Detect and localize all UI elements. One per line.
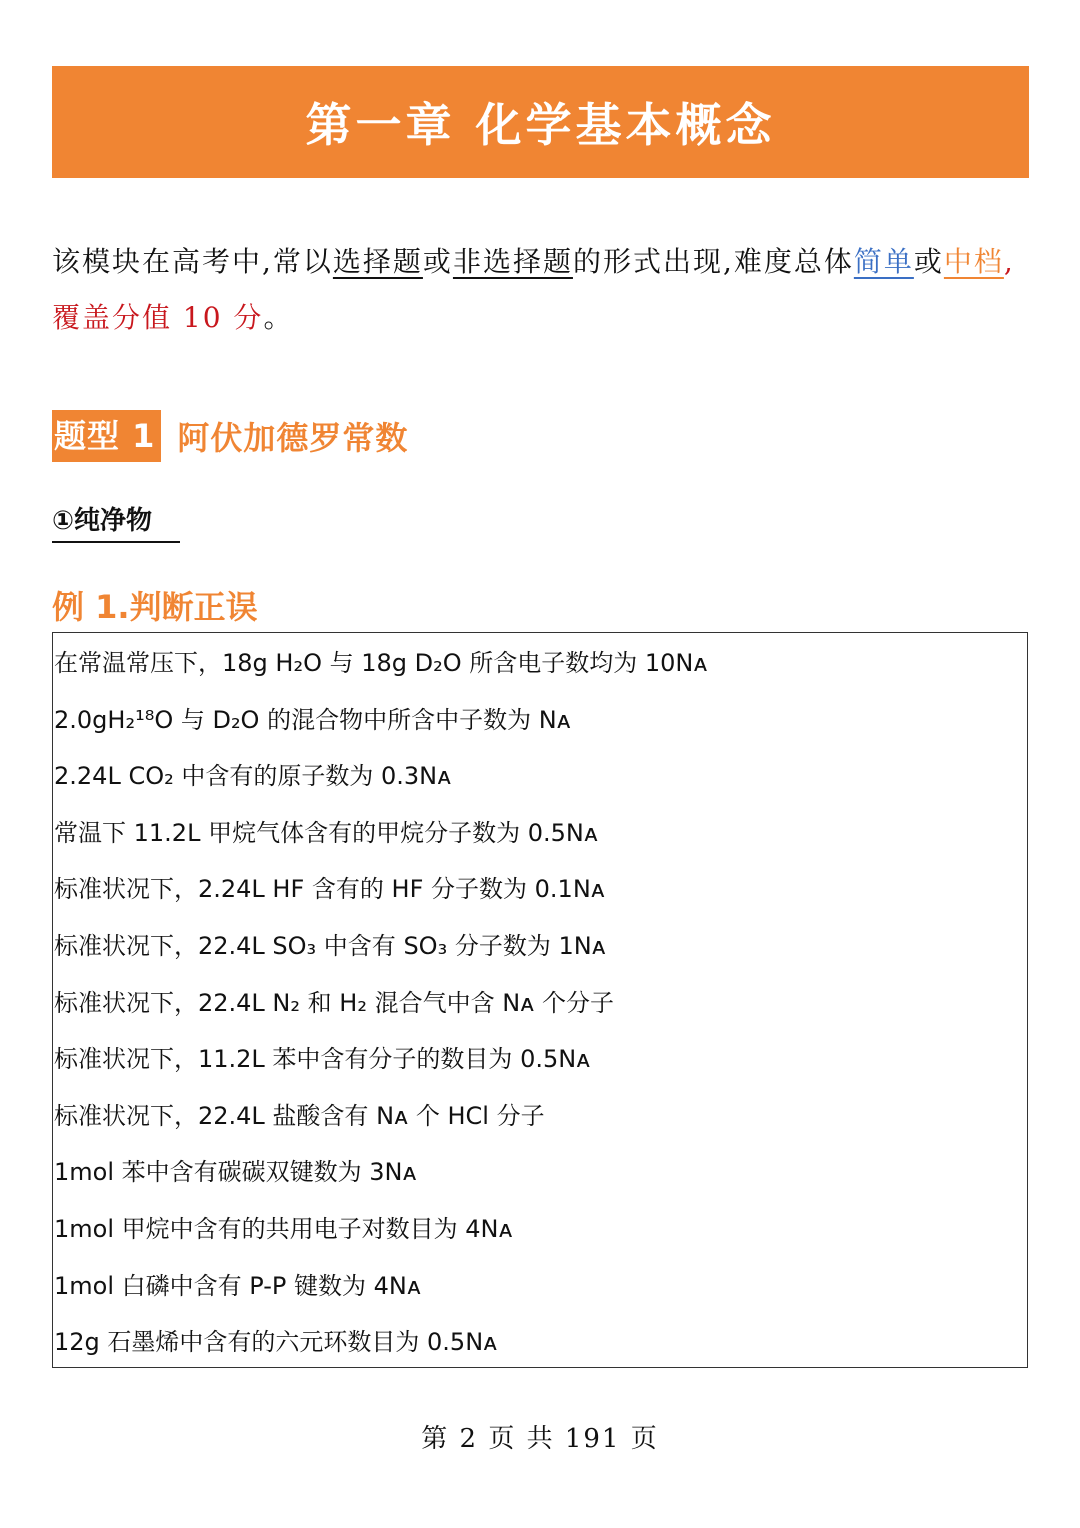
question-type-tag: 题型 1 bbox=[52, 410, 161, 462]
statement-item: 标准状况下，2.24L HF 含有的 HF 分子数为 0.1Nᴀ bbox=[54, 875, 605, 904]
statement-item: 2.24L CO₂ 中含有的原子数为 0.3Nᴀ bbox=[54, 762, 452, 791]
intro-text-7: 。 bbox=[263, 301, 294, 334]
statement-item: 标准状况下，22.4L SO₃ 中含有 SO₃ 分子数为 1Nᴀ bbox=[54, 931, 606, 960]
example-box bbox=[52, 632, 1028, 1368]
intro-non-choice-question: 非选择题 bbox=[452, 245, 573, 278]
page-number: 第 2 页 共 191 页 bbox=[421, 1424, 659, 1454]
question-type-heading bbox=[52, 410, 408, 462]
statement-item: 标准状况下，22.4L 盐酸含有 Nᴀ 个 HCl 分子 bbox=[54, 1101, 545, 1130]
intro-paragraph bbox=[52, 234, 1032, 346]
intro-text-2: 或 bbox=[422, 245, 453, 278]
statement-item: 常温下 11.2L 甲烷气体含有的甲烷分子数为 0.5Nᴀ bbox=[54, 818, 599, 847]
statement-item: 1mol 苯中含有碳碳双键数为 3Nᴀ bbox=[54, 1158, 417, 1187]
intro-text-4: 或 bbox=[913, 245, 944, 278]
statement-item: 1mol 白磷中含有 P-P 键数为 4Nᴀ bbox=[54, 1271, 422, 1300]
subheading-pure-substance: ①纯净物 bbox=[52, 500, 180, 543]
intro-choice-question: 选择题 bbox=[332, 245, 423, 278]
intro-text-3: 的形式出现,难度总体 bbox=[572, 245, 854, 278]
intro-text-5: , bbox=[1003, 245, 1015, 278]
chapter-banner bbox=[52, 66, 1029, 178]
statement-list bbox=[53, 635, 1027, 1371]
statement-item: 标准状况下，22.4L N₂ 和 H₂ 混合气中含 Nᴀ 个分子 bbox=[54, 988, 614, 1017]
statement-item: 12g 石墨烯中含有的六元环数目为 0.5Nᴀ bbox=[54, 1328, 498, 1357]
intro-difficulty-medium: 中档 bbox=[943, 245, 1004, 278]
intro-score: 覆盖分值 10 分 bbox=[52, 301, 264, 334]
intro-text-1: 该模块在高考中,常以 bbox=[52, 245, 333, 278]
statement-item: 2.0gH₂¹⁸O 与 D₂O 的混合物中所含中子数为 Nᴀ bbox=[54, 705, 571, 734]
chapter-title: 第一章 化学基本概念 bbox=[305, 98, 776, 152]
example-title: 例 1.判断正误 bbox=[52, 588, 258, 626]
intro-difficulty-simple: 简单 bbox=[853, 245, 914, 278]
question-type-title: 阿伏加德罗常数 bbox=[177, 419, 409, 457]
statement-item: 在常温常压下，18g H₂O 与 18g D₂O 所含电子数均为 10Nᴀ bbox=[54, 649, 708, 677]
statement-item: 标准状况下，11.2L 苯中含有分子的数目为 0.5Nᴀ bbox=[54, 1045, 591, 1074]
statement-item: 1mol 甲烷中含有的共用电子对数目为 4Nᴀ bbox=[54, 1214, 513, 1243]
